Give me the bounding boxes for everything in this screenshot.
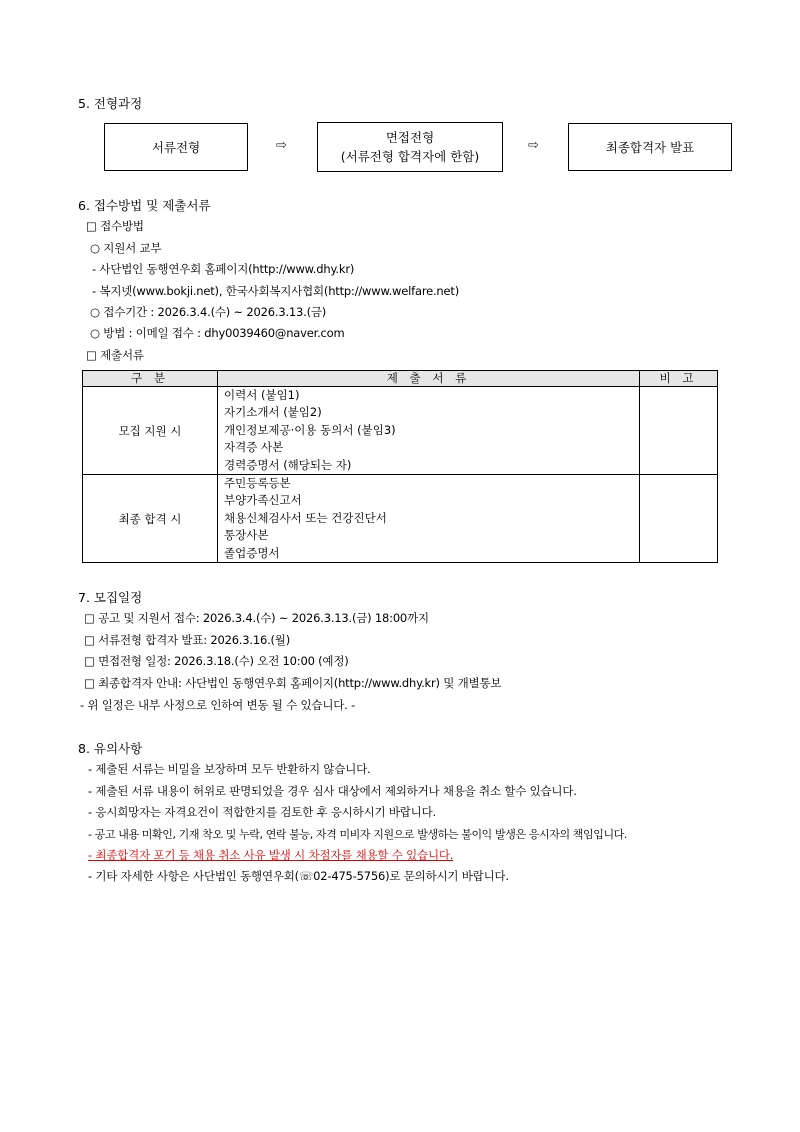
schedule-line-application: □ 공고 및 지원서 접수: 2026.3.4.(수) ~ 2026.3.13.(금) 18:00까지 <box>84 611 429 625</box>
right-arrow-icon: ⇨ <box>276 138 287 153</box>
application-method-line: ○ 방법 : 이메일 접수 : dhy0039460@naver.com <box>90 326 345 340</box>
row-items <box>218 475 640 563</box>
process-step-label: 최종합격자 발표 <box>605 139 695 155</box>
process-step-sublabel: (서류전형 합격자에 한함) <box>340 149 480 164</box>
row-category: 모집 지원 시 <box>83 387 218 475</box>
row-note <box>640 387 718 475</box>
table-row <box>83 475 718 563</box>
homepage-line: - 사단법인 동행연우회 홈페이지(http://www.dhy.kr) <box>92 262 355 276</box>
schedule-line-final: □ 최종합격자 안내: 사단법인 동행연우회 홈페이지(http://www.dhy.kr) 및 개별통보 <box>84 676 502 690</box>
document-item: 개인정보제공·이용 동의서 (붙임3) <box>224 422 396 437</box>
bokji-line: - 복지넷(www.bokji.net), 한국사회복지사협회(http://www.welfare.net) <box>92 284 459 298</box>
notice-line-highlight: - 최종합격자 포기 등 채용 취소 사유 발생 시 차점자를 채용할 수 있습니다. <box>88 848 454 862</box>
process-step-document-screening <box>104 123 248 171</box>
notice-line-contact: - 기타 자세한 사항은 사단법인 동행연우회(☏02-475-5756)로 문의하시기 바랍니다. <box>88 869 509 883</box>
right-arrow-icon: ⇨ <box>528 138 539 153</box>
header-documents: 제 출 서 류 <box>218 371 640 387</box>
process-step-label: 서류전형 <box>151 139 201 155</box>
row-items <box>218 387 640 475</box>
process-step-final-announcement <box>568 123 732 171</box>
document-item: 부양가족신고서 <box>224 493 302 508</box>
document-item: 채용신체검사서 또는 건강진단서 <box>224 510 387 525</box>
document-item: 이력서 (붙임1) <box>224 388 300 402</box>
notice-line: - 제출된 서류는 비밀을 보장하며 모두 반환하지 않습니다. <box>88 762 371 776</box>
schedule-line-screening-result: □ 서류전형 합격자 발표: 2026.3.16.(월) <box>84 633 291 647</box>
table-row <box>83 387 718 475</box>
submission-documents-table <box>82 370 718 563</box>
notice-line: - 공고 내용 미확인, 기재 착오 및 누락, 연락 불능, 자격 미비자 지원으로 발생하는 불이익 발생은 응시자의 책임입니다. <box>88 828 627 841</box>
schedule-note: - 위 일정은 내부 사정으로 인하여 변동 될 수 있습니다. - <box>80 698 355 712</box>
document-item: 졸업증명서 <box>224 545 280 560</box>
section-6-title: 6. 접수방법 및 제출서류 <box>78 198 211 213</box>
section-7-title: 7. 모집일정 <box>78 590 143 605</box>
process-step-label: 면접전형 <box>385 130 435 145</box>
process-step-interview <box>317 122 503 172</box>
section-5-title: 5. 전형과정 <box>78 96 143 111</box>
document-item: 통장사본 <box>224 528 269 543</box>
section-8-title: 8. 유의사항 <box>78 741 143 756</box>
table-header-row <box>83 371 718 387</box>
document-item: 자격증 사본 <box>224 440 284 455</box>
header-note: 비 고 <box>640 371 718 387</box>
document-item: 자기소개서 (붙임2) <box>224 405 322 420</box>
document-item: 경력증명서 (해당되는 자) <box>224 457 352 472</box>
row-category: 최종 합격 시 <box>83 475 218 563</box>
document-item: 주민등록등본 <box>224 476 291 491</box>
notice-line: - 응시희망자는 자격요건이 적합한지를 검토한 후 응시하시기 바랍니다. <box>88 805 436 819</box>
application-period-line: ○ 접수기간 : 2026.3.4.(수) ~ 2026.3.13.(금) <box>90 305 327 319</box>
application-form-line: ○ 지원서 교부 <box>90 241 162 255</box>
schedule-line-interview: □ 면접전형 일정: 2026.3.18.(수) 오전 10:00 (예정) <box>84 654 349 668</box>
notice-line: - 제출된 서류 내용이 허위로 판명되었을 경우 심사 대상에서 제외하거나 채용을 취소 할수 있습니다. <box>88 784 577 798</box>
header-category: 구 분 <box>83 371 218 387</box>
method-heading: □ 접수방법 <box>86 219 144 233</box>
docs-heading: □ 제출서류 <box>86 348 144 362</box>
row-note <box>640 475 718 563</box>
